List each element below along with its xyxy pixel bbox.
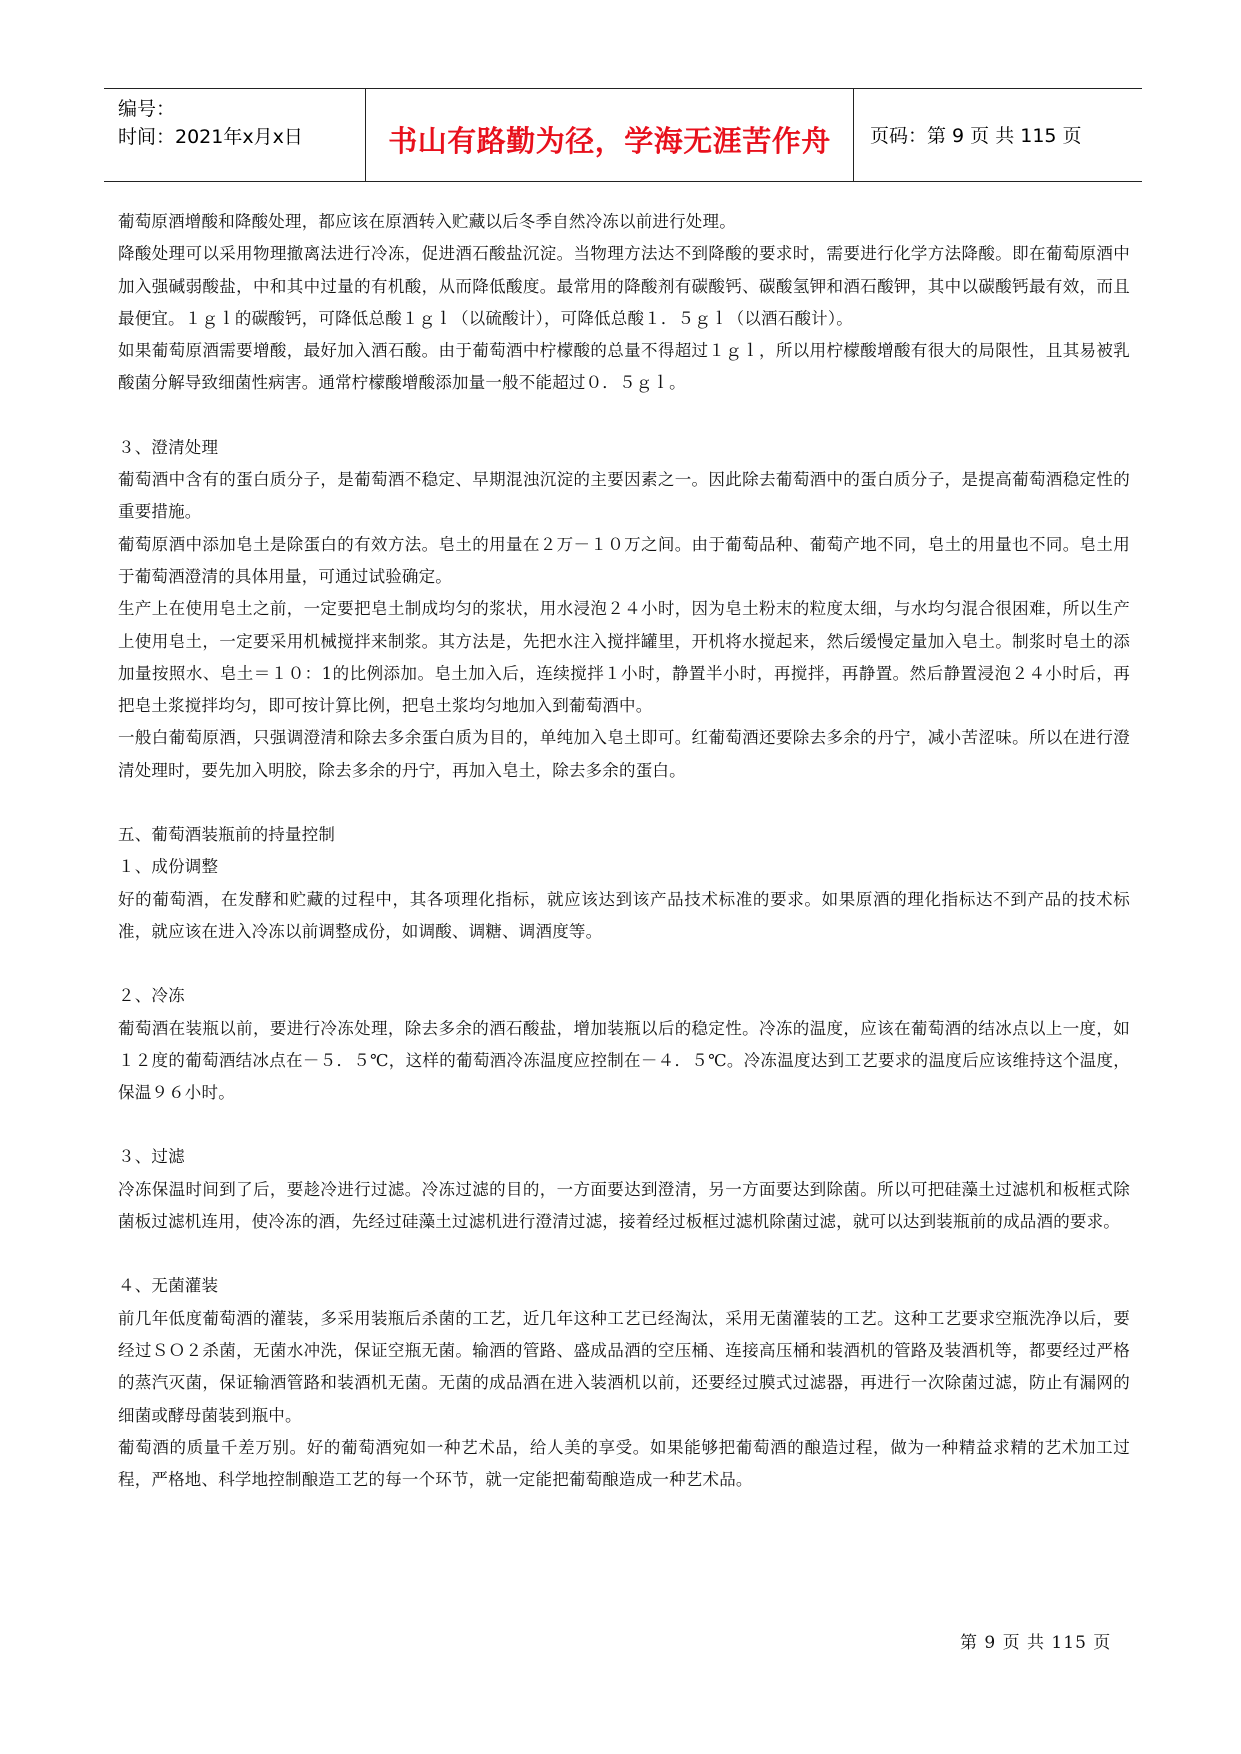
body-paragraph: 葡萄原酒增酸和降酸处理，都应该在原酒转入贮藏以后冬季自然冷冻以前进行处理。 <box>118 212 736 231</box>
body-paragraph: ３、过滤 <box>118 1147 185 1167</box>
paragraph-spacer <box>118 948 1130 980</box>
header-page-info: 页码：第 9 页 共 115 页 <box>870 125 1082 147</box>
document-number-label: 编号： <box>118 98 176 120</box>
paragraph-spacer <box>118 1238 1130 1270</box>
body-paragraph: １、成份调整 <box>118 857 219 877</box>
body-paragraph: 如果葡萄原酒需要增酸，最好加入酒石酸。由于葡萄酒中柠檬酸的总量不得超过１ｇｌ，所以用柠檬酸增酸有很大的局限性，且其易被乳酸菌分解导致细菌性病害。通常柠檬酸增酸添加量一般不能超过０．５ｇｌ。 <box>118 341 1130 393</box>
body-paragraph: 前几年低度葡萄酒的灌装，多采用装瓶后杀菌的工艺，近几年这种工艺已经淘汰，采用无菌灌装的工艺。这种工艺要求空瓶洗净以后，要经过ＳＯ２杀菌，无菌水冲洗，保证空瓶无菌。输酒的管路、盛成品酒的空压桶、连接高压桶和装酒机的管路及装酒机等，都要经过严格的蒸汽灭菌，保证输酒管路和装酒机无菌。无菌的成品酒在进入装酒机以前，还要经过膜式过滤器，再进行一次除菌过滤，防止有漏网的细菌或酵母菌装到瓶中。 <box>118 1308 1130 1425</box>
body-paragraph: ４、无菌灌装 <box>118 1276 219 1296</box>
paragraph-spacer <box>118 787 1130 819</box>
body-paragraph: 一般白葡萄原酒，只强调澄清和除去多余蛋白质为目的，单纯加入皂土即可。红葡萄酒还要除去多余的丹宁，减小苦涩味。所以在进行澄清处理时，要先加入明胶，除去多余的丹宁，再加入皂土，除去多余的蛋白。 <box>118 728 1130 780</box>
body-paragraph: 生产上在使用皂土之前，一定要把皂土制成均匀的浆状，用水浸泡２４小时，因为皂土粉末的粒度太细，与水均匀混合很困难，所以生产上使用皂土，一定要采用机械搅拌来制浆。其方法是，先把水注入搅拌罐里，开机将水搅起来，然后缓慢定量加入皂土。制浆时皂土的添加量按照水、皂土＝１０：1的比例添加。皂土加入后，连续搅拌１小时，静置半小时，再搅拌，再静置。然后静置浸泡２４小时后，再把皂土浆搅拌均匀，即可按计算比例，把皂土浆均匀地加入到葡萄酒中。 <box>118 599 1130 716</box>
body-paragraph: 冷冻保温时间到了后，要趁冷进行过滤。冷冻过滤的目的，一方面要达到澄清，另一方面要达到除菌。所以可把硅藻土过滤机和板框式除菌板过滤机连用，使冷冻的酒，先经过硅藻土过滤机进行澄清过滤，接着经过板框过滤机除菌过滤，就可以达到装瓶前的成品酒的要求。 <box>118 1179 1130 1232</box>
header-right-cell <box>854 89 1142 181</box>
header-middle-cell <box>366 89 854 181</box>
body-paragraph: 葡萄酒在装瓶以前，要进行冷冻处理，除去多余的酒石酸盐，增加装瓶以后的稳定性。冷冻的温度，应该在葡萄酒的结冰点以上一度，如１２度的葡萄酒结冰点在－５．５℃，这样的葡萄酒冷冻温度应控制在－４．５℃。冷冻温度达到工艺要求的温度后应该维持这个温度，保温９６小时。 <box>118 1018 1130 1103</box>
document-time-label: 时间：2021年x月x日 <box>118 126 303 148</box>
header-left-cell <box>104 89 366 181</box>
page-footer: 第 9 页 共 115 页 <box>960 1633 1112 1653</box>
header-motto: 书山有路勤为径，学海无涯苦作舟 <box>388 124 831 158</box>
paragraph-spacer <box>118 1109 1130 1141</box>
body-paragraph: 葡萄原酒中添加皂土是除蛋白的有效方法。皂土的用量在２万－１０万之间。由于葡萄品种、葡萄产地不同，皂土的用量也不同。皂土用于葡萄酒澄清的具体用量，可通过试验确定。 <box>118 534 1130 586</box>
body-paragraph: 五、葡萄酒装瓶前的持量控制 <box>118 825 336 845</box>
body-paragraph: 降酸处理可以采用物理撤离法进行冷冻，促进酒石酸盐沉淀。当物理方法达不到降酸的要求时，需要进行化学方法降酸。即在葡萄原酒中加入强碱弱酸盐，中和其中过量的有机酸，从而降低酸度。最常用的降酸剂有碳酸钙、碳酸氢钾和酒石酸钾，其中以碳酸钙最有效，而且最便宜。１ｇｌ的碳酸钙，可降低总酸１ｇｌ（以硫酸计），可降低总酸１．５ｇｌ（以酒石酸计）。 <box>118 244 1130 328</box>
body-paragraph: ２、冷冻 <box>118 986 185 1006</box>
document-body <box>118 206 1130 1496</box>
body-paragraph: 葡萄酒中含有的蛋白质分子，是葡萄酒不稳定、早期混浊沉淀的主要因素之一。因此除去葡萄酒中的蛋白质分子，是提高葡萄酒稳定性的重要措施。 <box>118 470 1130 522</box>
page-header <box>104 88 1142 182</box>
body-paragraph: 葡萄酒的质量千差万别。好的葡萄酒宛如一种艺术品，给人美的享受。如果能够把葡萄酒的酿造过程，做为一种精益求精的艺术加工过程，严格地、科学地控制酿造工艺的每一个环节，就一定能把葡萄酿造成一种艺术品。 <box>118 1437 1130 1490</box>
body-paragraph: ３、澄清处理 <box>118 437 219 457</box>
body-paragraph: 好的葡萄酒，在发酵和贮藏的过程中，其各项理化指标，就应该达到该产品技术标准的要求。如果原酒的理化指标达不到产品的技术标准，就应该在进入冷冻以前调整成份，如调酸、调糖、调酒度等。 <box>118 889 1130 941</box>
paragraph-spacer <box>118 400 1130 432</box>
